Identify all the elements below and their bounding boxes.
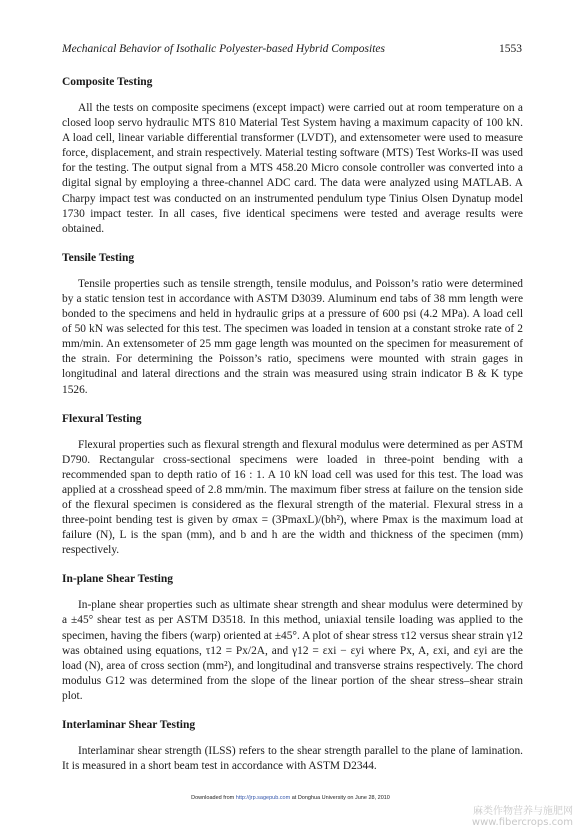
section-composite-testing xyxy=(62,75,523,237)
section-heading: Composite Testing xyxy=(62,76,153,88)
paragraph-text: Flexural properties such as flexural strength and flexural modulus were determined as per ASTM D790. Rectangular cross-sectional specimens were loaded in three-point bending with a recommended span to depth ratio of 16 : 1. A 10 kN load cell was used for this test. The load was applied at a crosshead speed of 2.8 mm/min. The maximum fiber stress at failure on the tension side of the flexural specimen is considered as the flexural strength of the material. Flexural stress in a three-point bending test is given by xyxy=(62,438,523,527)
watermark xyxy=(472,806,573,828)
running-header xyxy=(62,43,522,55)
section-paragraph: Interlaminar shear strength (ILSS) refers to the shear strength parallel to the plane of lamination. It is measured in a short beam test in accordance with ASTM D2344. xyxy=(62,745,523,773)
download-footer xyxy=(0,795,581,801)
section-paragraph: In-plane shear properties such as ultimate shear strength and shear modulus were determined by a ±45° shear test as per ASTM D3518. In this method, uniaxial tensile loading was applied to the specimen, having the fibers (warp) oriented at ±45°. A plot of shear stress τ12 versus shear strain γ12 was obtained using equations, τ12 = Px/2A, and γ12 = εxi − εyi where Px, A, εxi, and εyi are the load (N), area of cross section (mm²), and longitudinal and transverse strains respectively. The chord modulus G12 was determined from the slope of the linear portion of the shear stress–shear strain plot. xyxy=(62,599,523,702)
section-in-plane-shear-testing xyxy=(62,572,523,704)
section-heading: Flexural Testing xyxy=(62,412,142,425)
section-paragraph xyxy=(62,438,523,559)
journal-article-title: Mechanical Behavior of Isothalic Polyester-based Hybrid Composites xyxy=(62,43,385,55)
section-tensile-testing xyxy=(62,251,523,398)
section-heading: Interlaminar Shear Testing xyxy=(62,719,196,731)
section-interlaminar-shear-testing xyxy=(62,718,523,774)
article-body xyxy=(62,75,523,788)
section-paragraph: All the tests on composite specimens (except impact) were carried out at room temperature on a closed loop servo hydraulic MTS 810 Material Test System having a maximum capacity of 100 kN. A load cell, linear variable differential transformer (LVDT), and extensometer were used to measure force, displacement, and strain respectively. Material testing software (MTS) Test Works-II was used for the testing. The output signal from a MTS 458.20 Micro console controller was converted into a digital signal by employing a three-channel ADC card. The data were analyzed using MATLAB. A Charpy impact test was conducted on an instrumented pendulum type Tinius Olsen Dynatup model 1730 impact tester. In all cases, five identical specimens were tested and average results were obtained. xyxy=(62,102,523,235)
watermark-line-chinese: 麻类作物营养与施肥网 xyxy=(473,806,573,817)
footer-link[interactable]: http://jrp.sagepub.com xyxy=(235,795,291,801)
footer-suffix: at Donghua University on June 28, 2010 xyxy=(290,795,390,801)
section-flexural-testing xyxy=(62,412,523,559)
section-heading: Tensile Testing xyxy=(62,251,135,264)
paragraph-text: , where Pmax is the maximum load at failure (N), L is the span (mm), and b and h are the width and thickness of the specimen (mm) respectively. xyxy=(62,514,523,557)
section-paragraph: Tensile properties such as tensile strength, tensile modulus, and Poisson’s ratio were determined by a static tension test in accordance with ASTM D3039. Aluminum end tabs of 38 mm length were bonded to the specimens and held in hydraulic grips at a pressure of 600 psi (4.2 MPa). A load cell of 50 kN was selected for this test. The specimen was loaded in tension at a constant stroke rate of 2 mm/min. An extensometer of 25 mm gage length was mounted on the specimen for measurement of the strain. For determining the Poisson’s ratio, specimens were mounted with strain gages in longitudinal and lateral directions and the strain was measured using strain indicator B & K type 1526. xyxy=(62,277,523,396)
footer-prefix: Downloaded from xyxy=(191,795,236,801)
page-number: 1553 xyxy=(499,43,522,55)
flexural-stress-formula: σmax = (3PmaxL)/(bh²) xyxy=(232,514,344,527)
section-heading: In-plane Shear Testing xyxy=(62,573,173,586)
watermark-line-url: www.fibercrops.com xyxy=(471,817,573,828)
